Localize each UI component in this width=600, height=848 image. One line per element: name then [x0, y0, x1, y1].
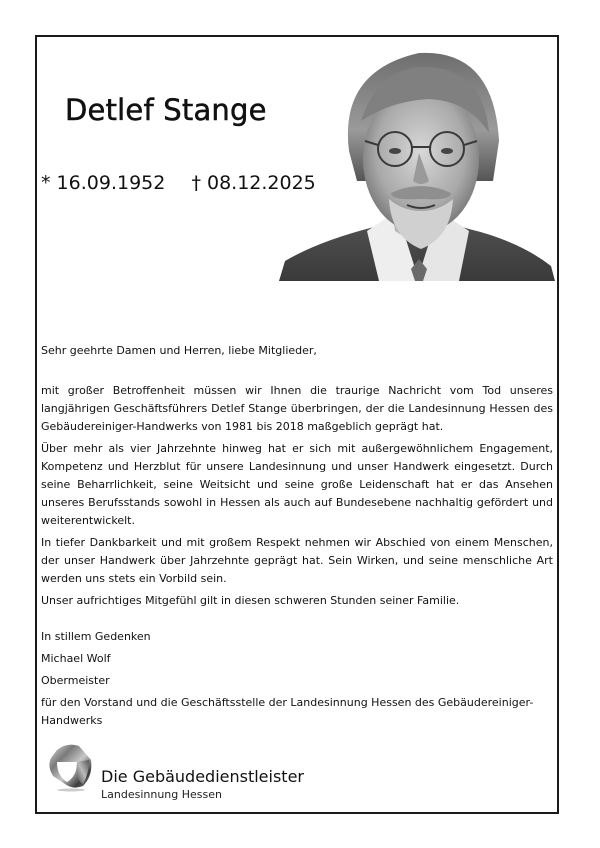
on-behalf-of: für den Vorstand und die Geschäftsstelle der Landesinnung Hessen des Gebäudereiniger-Handwerks: [41, 696, 534, 727]
brand-title: Die Gebäudedienstleister: [101, 767, 304, 786]
obituary-frame: [35, 35, 559, 814]
paragraph-farewell: In tiefer Dankbarkeit und mit großem Respekt nehmen wir Abschied von einem Menschen, der unser Handwerk über Jahrzehnte geprägt hat. Sein Wirken, und seine menschliche Art werden uns stets ein Vorbild sein.: [41, 536, 553, 585]
paragraph-announcement: mit großer Betroffenheit müssen wir Ihnen die traurige Nachricht vom Tod unseres langjährigen Geschäftsführers Detlef Stange überbringen, der die Landesinnung Hessen des Gebäudereiniger-Handwerks von 1981 bis 2018 maßgeblich geprägt hat.: [41, 384, 553, 433]
birth-date: 16.09.1952: [56, 172, 166, 194]
signature-block: [41, 628, 553, 730]
salutation: Sehr geehrte Damen und Herren, liebe Mitglieder,: [41, 344, 317, 357]
life-dates: [41, 172, 316, 194]
portrait-icon: [279, 41, 555, 281]
paragraph-merits: Über mehr als vier Jahrzehnte hinweg hat er sich mit außergewöhnlichem Engagement, Kompetenz und Herzblut für unsere Landesinnung und unser Handwerk eingesetzt. Durch seine Beharrlichkeit, seine Weitsicht und seine große Leidenschaft hat er das Ansehen unseres Berufsstands sowohl in Hessen als auch auf Bundesebene nachhaltig gefördert und weiterentwickelt.: [41, 442, 553, 527]
cross-icon: †: [191, 172, 201, 194]
brand-subtitle: Landesinnung Hessen: [101, 788, 222, 801]
birth-symbol: *: [41, 172, 51, 194]
brand-block: [101, 767, 304, 802]
brand-logo-icon: [43, 740, 95, 792]
portrait-photo: [279, 41, 555, 281]
deceased-name: Detlef Stange: [65, 93, 267, 127]
paragraph-condolences: Unser aufrichtiges Mitgefühl gilt in diesen schweren Stunden seiner Familie.: [41, 594, 460, 607]
death-date: 08.12.2025: [206, 172, 316, 194]
signer-role: Obermeister: [41, 674, 110, 687]
signer-name: Michael Wolf: [41, 652, 111, 665]
closing: In stillem Gedenken: [41, 630, 151, 643]
obituary-text: [41, 342, 553, 734]
